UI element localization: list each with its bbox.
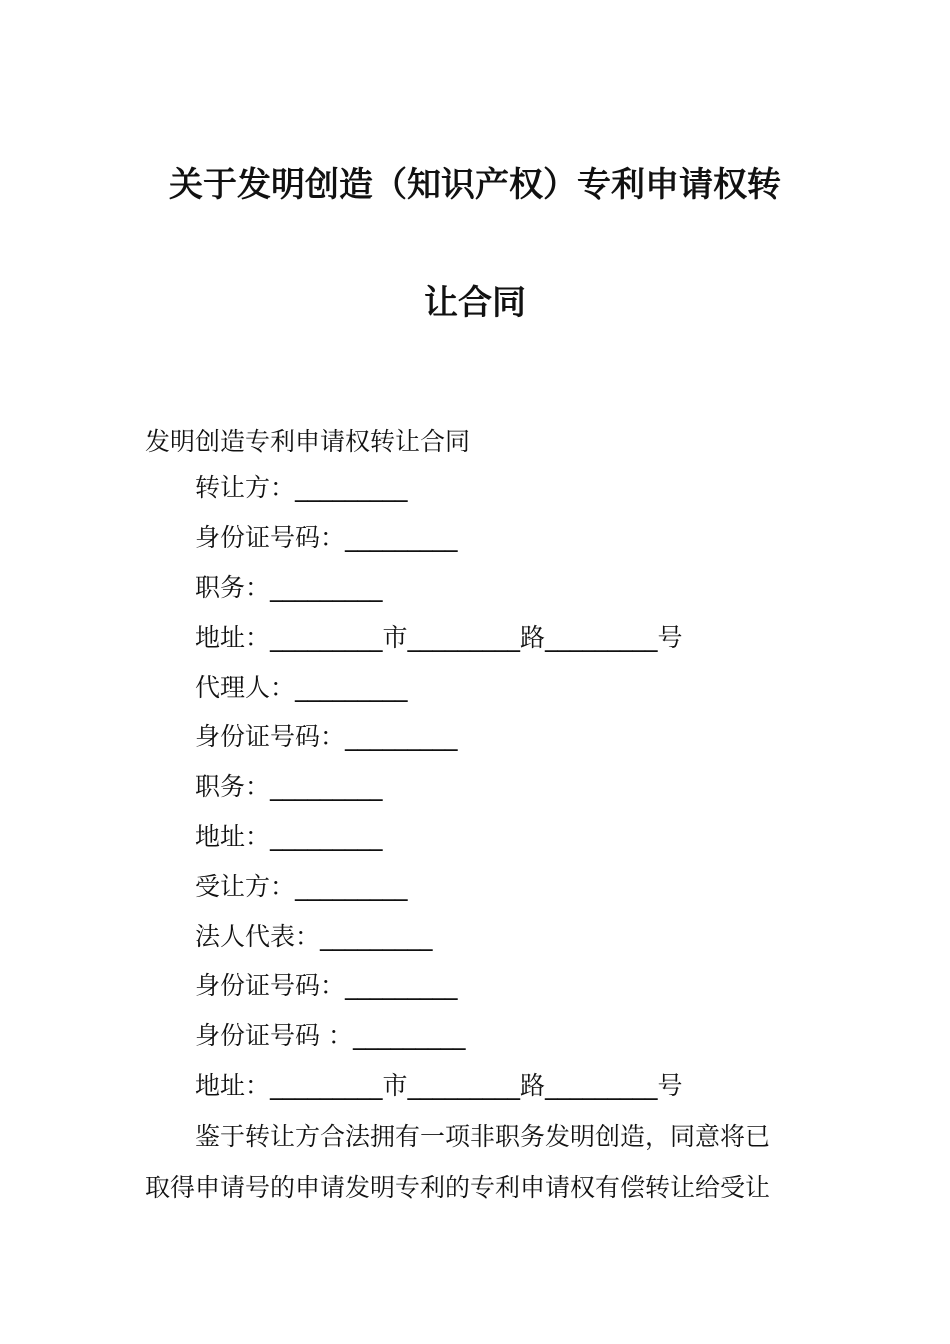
body-paragraph-line-1: 鉴于转让方合法拥有一项非职务发明创造，同意将已 bbox=[195, 1122, 771, 1151]
agent-address-field: 地址：_________ bbox=[195, 822, 383, 851]
id-number-field: 身份证号码：_________ bbox=[195, 523, 458, 552]
legal-representative-field: 法人代表：_________ bbox=[195, 922, 433, 951]
agent-field: 代理人：_________ bbox=[195, 673, 408, 702]
position-field: 职务：_________ bbox=[195, 573, 383, 602]
transferee-id-number-field-2: 身份证号码 ：_________ bbox=[195, 1021, 466, 1050]
document-title-line-1: 关于发明创造（知识产权）专利申请权转 bbox=[169, 165, 781, 205]
transferor-field: 转让方：_________ bbox=[195, 473, 408, 502]
agent-id-number-field: 身份证号码：_________ bbox=[195, 722, 458, 751]
transferee-id-number-field: 身份证号码：_________ bbox=[195, 971, 458, 1000]
body-paragraph-line-2: 取得申请号的申请发明专利的专利申请权有偿转让给受让 bbox=[145, 1173, 771, 1202]
document-title-line-2: 让合同 bbox=[424, 283, 526, 323]
address-field: 地址：_________市_________路_________号 bbox=[195, 623, 683, 652]
transferee-field: 受让方：_________ bbox=[195, 872, 408, 901]
contract-subtitle: 发明创造专利申请权转让合同 bbox=[145, 427, 471, 456]
transferee-address-field: 地址：_________市_________路_________号 bbox=[195, 1071, 683, 1100]
agent-position-field: 职务：_________ bbox=[195, 772, 383, 801]
